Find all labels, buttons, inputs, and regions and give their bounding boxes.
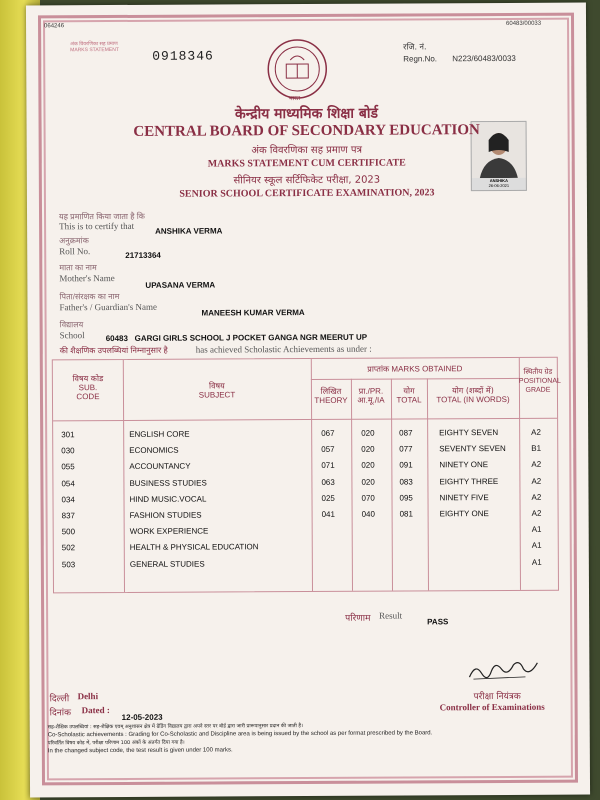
regn-label-hi: रजि. नं.	[403, 42, 427, 52]
doc-type-hindi: अंक विवरणिका सह प्रमाण पत्र	[251, 144, 363, 157]
cbse-seal-icon	[266, 38, 328, 103]
regn-number: N223/60483/0033	[452, 53, 516, 64]
place: Delhi	[77, 691, 99, 702]
table-row	[54, 557, 558, 572]
roll-number: 21713364	[125, 250, 161, 260]
cell-words: EIGHTY THREE	[439, 476, 499, 486]
cell-code: 055	[61, 462, 75, 472]
school-name: 60483 GARGI GIRLS SCHOOL J POCKET GANGA NGR MEERUT UP	[105, 332, 368, 344]
cell-code: 034	[61, 495, 75, 505]
seal-text: भारत	[288, 95, 301, 103]
top-left-code: 064246	[44, 23, 65, 30]
cell-pr: 020	[361, 428, 375, 438]
cell-theory: 067	[321, 428, 335, 438]
top-right-code: 60483/00033	[506, 20, 542, 27]
certify-label-hi: यह प्रमाणित किया जाता है कि	[59, 211, 145, 222]
cell-grade: A1	[531, 541, 542, 551]
result-value: PASS	[427, 617, 449, 627]
cell-grade: A1	[531, 557, 542, 567]
achieve-label-hi: की शैक्षणिक उपलब्धियां निम्नानुसार है	[59, 345, 168, 356]
cell-theory: 063	[321, 477, 335, 487]
table-row	[54, 541, 558, 556]
marks-certificate	[26, 3, 590, 798]
cell-pr: 020	[361, 477, 375, 487]
table-row	[53, 460, 557, 475]
cell-name: ACCOUNTANCY	[129, 462, 191, 472]
cell-total: 095	[399, 493, 413, 503]
mother-label-hi: माता का नाम	[59, 263, 97, 273]
father-label: Father's / Guardian's Name	[59, 301, 158, 313]
col-subject-header: विषय SUBJECT	[198, 381, 236, 400]
cell-pr: 070	[361, 493, 375, 503]
cell-pr: 020	[361, 444, 375, 454]
exam-hindi: सीनियर स्कूल सर्टिफिकेट परीक्षा, 2023	[233, 174, 381, 187]
marks-table	[52, 357, 559, 594]
cell-words: NINETY FIVE	[439, 492, 489, 503]
cell-code: 837	[61, 511, 75, 521]
certify-label: This is to certify that	[59, 220, 135, 232]
footnotes: सह-शैक्षिक उपलब्धियां : सह-शैक्षिक एवम् अनुशासन क्षेत्र में ग्रेडिंग विद्यालय द्वारा अपने स्तर पर बोर्ड द्वारा जारी प्रारूपानुसार प्रदान की जाती है। Co-Scholastic achievements : Grading for Co-Scholastic and Discipline area is being issued by the school as per format prescribed by the Board. परिवर्तित विषय कोड में, परीक्षा परिणाम 100 अंकों के अंतर्गत दिया गया है। In the changed subject code, the test result is given under 100 marks.	[47, 723, 433, 755]
cell-grade: B1	[531, 443, 542, 454]
controller-signature	[465, 655, 545, 685]
doc-type: MARKS STATEMENT CUM CERTIFICATE	[207, 157, 406, 170]
cell-grade: A2	[531, 427, 541, 437]
cell-total: 077	[399, 444, 413, 454]
cell-grade: A1	[531, 524, 542, 535]
board-name-hindi: केन्द्रीय माध्यमिक शिक्षा बोर्ड	[234, 105, 379, 123]
cell-theory: 057	[321, 445, 335, 455]
candidate-name: ANSHIKA VERMA	[155, 226, 223, 236]
board-name: CENTRAL BOARD OF SECONDARY EDUCATION	[133, 122, 480, 140]
table-row	[54, 525, 558, 540]
father-name: MANEESH KUMAR VERMA	[201, 308, 305, 318]
table-row	[54, 509, 558, 524]
cell-name: BUSINESS STUDIES	[129, 478, 207, 488]
school-label: School	[59, 330, 85, 341]
cell-name: WORK EXPERIENCE	[129, 526, 209, 537]
cell-words: EIGHTY ONE	[439, 509, 489, 519]
cell-code: 054	[61, 478, 75, 488]
cell-pr: 040	[361, 509, 375, 519]
cell-theory: 071	[321, 461, 335, 471]
signature-icon	[465, 655, 545, 685]
cell-grade: A2	[531, 476, 542, 486]
cell-name: ECONOMICS	[129, 445, 179, 456]
cell-total: 083	[399, 477, 413, 487]
cell-total: 087	[399, 428, 413, 438]
cell-words: EIGHTY SEVEN	[439, 428, 499, 438]
cell-name: HIND MUSIC.VOCAL	[129, 494, 207, 504]
dated-hi: दिनांक	[49, 708, 72, 719]
controller-hi: परीक्षा नियंत्रक	[473, 691, 521, 703]
dated-label: Dated :	[81, 705, 110, 716]
col-total-header: योग TOTAL	[396, 386, 422, 405]
school-label-hi: विद्यालय	[59, 320, 84, 330]
col-grade-header: स्थितीय ग्रेड POSITIONAL GRADE	[518, 367, 561, 394]
cell-theory: 041	[321, 509, 335, 519]
cell-code: 030	[61, 446, 75, 456]
photo-date: 26-06-2021	[488, 182, 510, 189]
cell-name: ENGLISH CORE	[129, 429, 190, 439]
cell-grade: A2	[531, 508, 542, 518]
photo-caption: ANSHIKA	[489, 177, 508, 184]
col-marks-header: प्राप्तांक MARKS OBTAINED	[367, 364, 463, 374]
cell-pr: 020	[361, 461, 375, 471]
col-words-header: योग (शब्दों में) TOTAL (IN WORDS)	[436, 386, 510, 405]
cell-grade: A2	[531, 492, 542, 502]
roll-label-hi: अनुक्रमांक	[59, 236, 89, 246]
cell-theory: 025	[321, 493, 335, 503]
mother-label: Mother's Name	[59, 273, 115, 284]
regn-label: Regn.No.	[403, 54, 438, 64]
controller-title: Controller of Examinations	[439, 701, 545, 713]
cell-words: SEVENTY SEVEN	[439, 444, 506, 454]
cell-name: HEALTH & PHYSICAL EDUCATION	[129, 542, 259, 553]
cell-total: 091	[399, 460, 413, 470]
cell-words: NINETY ONE	[439, 460, 489, 470]
result-label: Result	[379, 610, 403, 621]
table-row	[53, 444, 557, 459]
mother-name: UPASANA VERMA	[145, 280, 216, 290]
security-stamp: अंक विवरणिका सह प्रमाण MARKS STATEMENT	[70, 40, 119, 54]
place-hi: दिल्ली	[49, 694, 70, 705]
cell-code: 301	[61, 430, 75, 440]
table-row	[53, 492, 557, 507]
col-code-header: विषय कोड SUB. CODE	[72, 374, 104, 402]
exam-title: SENIOR SCHOOL CERTIFICATE EXAMINATION, 2023	[179, 187, 435, 200]
cell-code: 500	[61, 527, 76, 537]
table-row	[53, 476, 557, 491]
table-row	[53, 428, 557, 443]
roll-label: Roll No.	[59, 246, 91, 257]
cbse-seal	[266, 38, 328, 103]
cell-total: 081	[399, 509, 413, 519]
achieve-label: has achieved Scholastic Achievements as under :	[195, 343, 372, 355]
col-pr-header: प्रा./PR. आ.मू./IA	[357, 386, 385, 405]
col-theory-header: लिखित THEORY	[314, 386, 348, 405]
father-label-hi: पिता/संरक्षक का नाम	[59, 291, 120, 302]
cell-grade: A2	[531, 460, 542, 470]
result-label-hi: परिणाम	[345, 613, 371, 624]
cell-code: 503	[61, 559, 76, 569]
issue-date: 12-05-2023	[121, 712, 163, 722]
cell-code: 502	[61, 543, 76, 553]
cell-name: GENERAL STUDIES	[129, 559, 205, 569]
cell-name: FASHION STUDIES	[129, 510, 202, 520]
serial-number: 0918346	[152, 48, 214, 64]
